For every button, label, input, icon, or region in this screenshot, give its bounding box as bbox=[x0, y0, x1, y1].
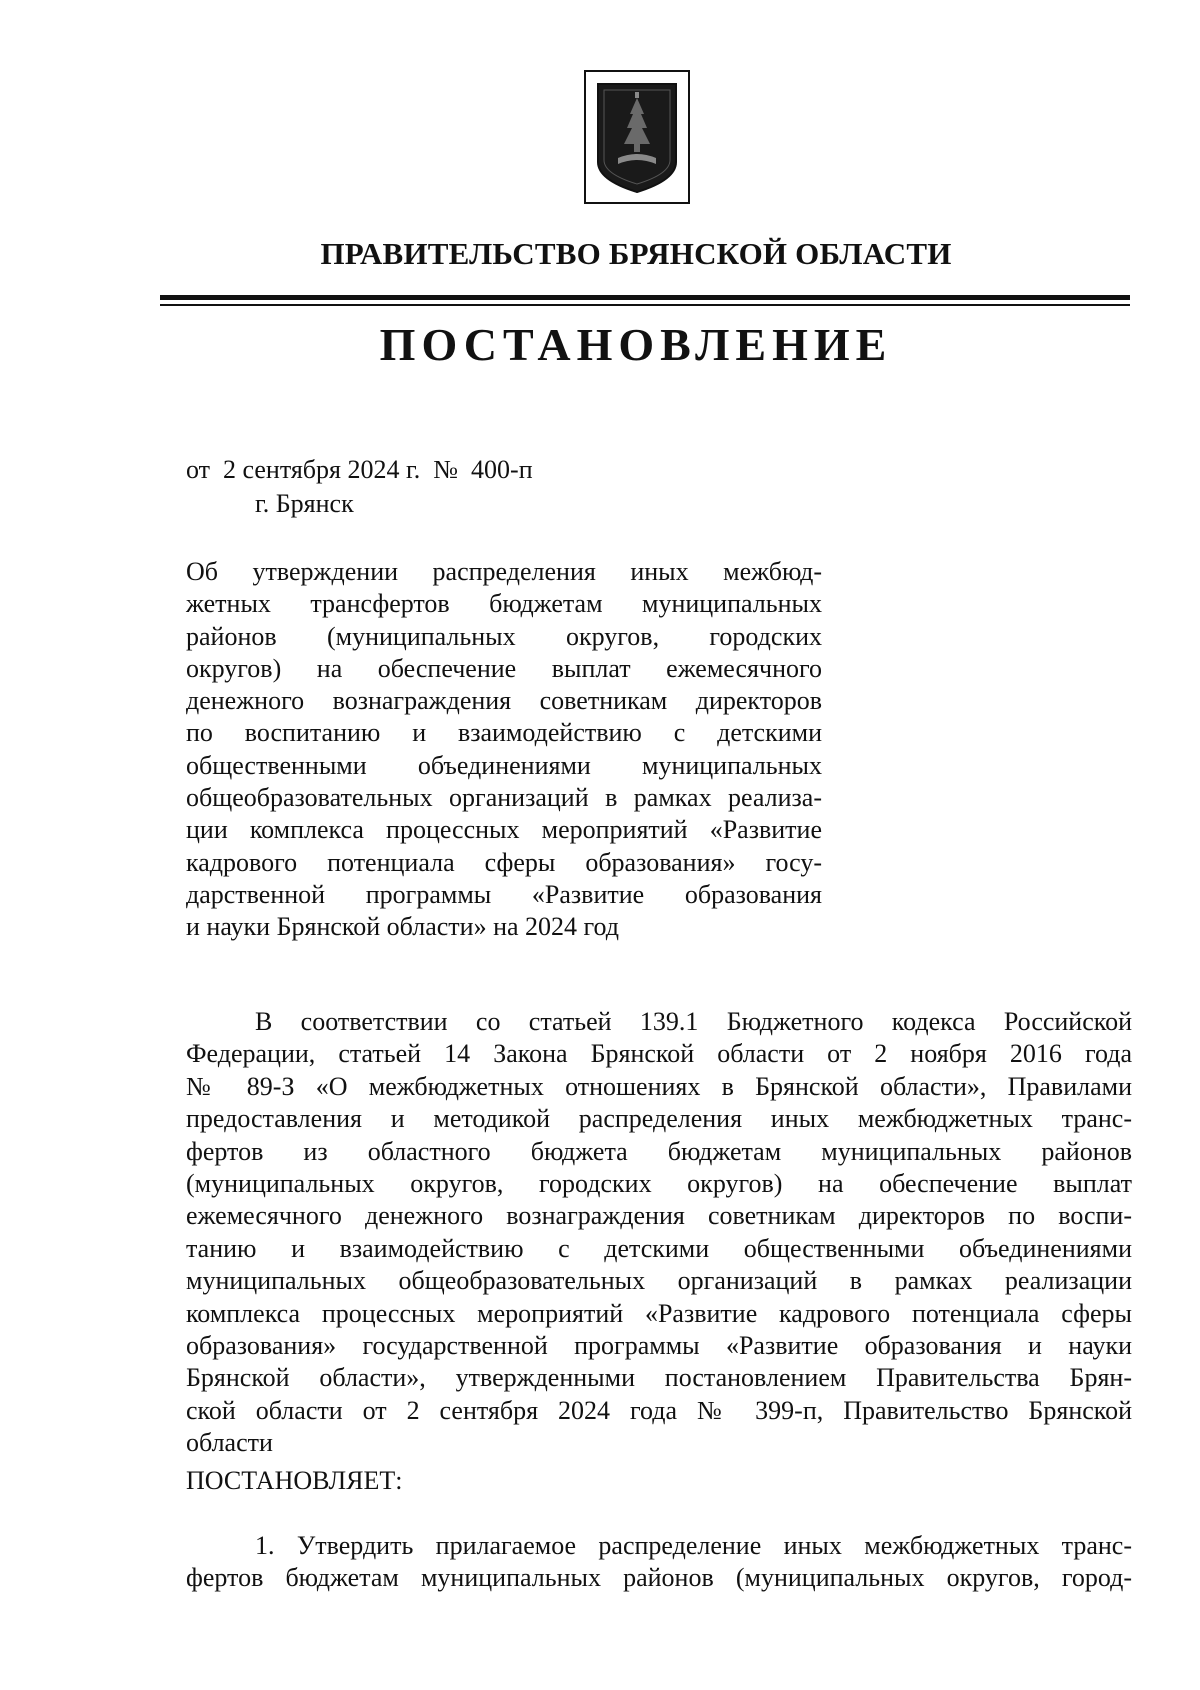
subject-line: ции комплекса процессных мероприятий «Развитие bbox=[186, 815, 822, 845]
document-subject bbox=[186, 556, 822, 944]
document-city: г. Брянск bbox=[255, 489, 354, 518]
preamble-line: ской области от 2 сентября 2024 года № 399-п, Правительство Брянской bbox=[186, 1395, 1132, 1425]
item-line: 1. Утвердить прилагаемое распределение иных межбюджетных транс- bbox=[255, 1531, 1132, 1560]
subject-line: жетных трансфертов бюджетам муниципальных bbox=[186, 589, 822, 619]
subject-line: кадрового потенциала сферы образования» госу- bbox=[186, 847, 822, 877]
subject-line: и науки Брянской области» на 2024 год bbox=[186, 912, 620, 942]
preamble-line: № 89-З «О межбюджетных отношениях в Брянской области», Правилами bbox=[186, 1071, 1132, 1101]
subject-line: районов (муниципальных округов, городских bbox=[186, 621, 822, 651]
resolution-item-1 bbox=[186, 1530, 1132, 1595]
preamble-line: (муниципальных округов, городских округов) на обеспечение выплат bbox=[186, 1169, 1132, 1199]
document-type-title: ПОСТАНОВЛЕНИЕ bbox=[379, 319, 893, 370]
subject-line: денежного вознаграждения советникам директоров bbox=[186, 686, 822, 716]
preamble-line: Федерации, статьей 14 Закона Брянской области от 2 ноября 2016 года bbox=[186, 1039, 1132, 1069]
preamble-line: области bbox=[186, 1428, 273, 1458]
subject-line: по воспитанию и взаимодействию с детскими bbox=[186, 718, 822, 748]
preamble-paragraph bbox=[186, 1006, 1132, 1460]
preamble-line: ежемесячного денежного вознаграждения советникам директоров по воспи- bbox=[186, 1201, 1132, 1231]
preamble-line: В соответствии со статьей 139.1 Бюджетного кодекса Российской bbox=[255, 1007, 1132, 1036]
item-line: фертов бюджетам муниципальных районов (муниципальных округов, город- bbox=[186, 1563, 1132, 1593]
subject-line: общественными объединениями муниципальных bbox=[186, 750, 822, 780]
header-rule-thick bbox=[160, 295, 1130, 300]
preamble-line: Брянской области», утвержденными постановлением Правительства Брян- bbox=[186, 1363, 1132, 1393]
preamble-line: предоставления и методикой распределения иных межбюджетных транс- bbox=[186, 1104, 1132, 1134]
subject-line: округов) на обеспечение выплат ежемесячного bbox=[186, 653, 822, 683]
subject-line: Об утверждении распределения иных межбюд- bbox=[186, 557, 822, 586]
header-rule-thin bbox=[160, 304, 1130, 306]
preamble-line: муниципальных общеобразовательных организаций в рамках реализации bbox=[186, 1266, 1132, 1296]
preamble-line: танию и взаимодействию с детскими общественными объединениями bbox=[186, 1233, 1132, 1263]
document-date-number: от 2 сентября 2024 г. № 400-п bbox=[186, 455, 533, 484]
subject-line: общеобразовательных организаций в рамках реализа- bbox=[186, 783, 822, 813]
coat-of-arms-icon bbox=[584, 70, 690, 204]
preamble-line: комплекса процессных мероприятий «Развитие кадрового потенциала сферы bbox=[186, 1298, 1132, 1328]
preamble-line: фертов из областного бюджета бюджетам муниципальных районов bbox=[186, 1136, 1132, 1166]
subject-line: дарственной программы «Развитие образования bbox=[186, 879, 822, 909]
organization-title: ПРАВИТЕЛЬСТВО БРЯНСКОЙ ОБЛАСТИ bbox=[320, 236, 952, 271]
preamble-line: образования» государственной программы «Развитие образования и науки bbox=[186, 1331, 1132, 1361]
resolve-heading: ПОСТАНОВЛЯЕТ: bbox=[186, 1466, 403, 1495]
